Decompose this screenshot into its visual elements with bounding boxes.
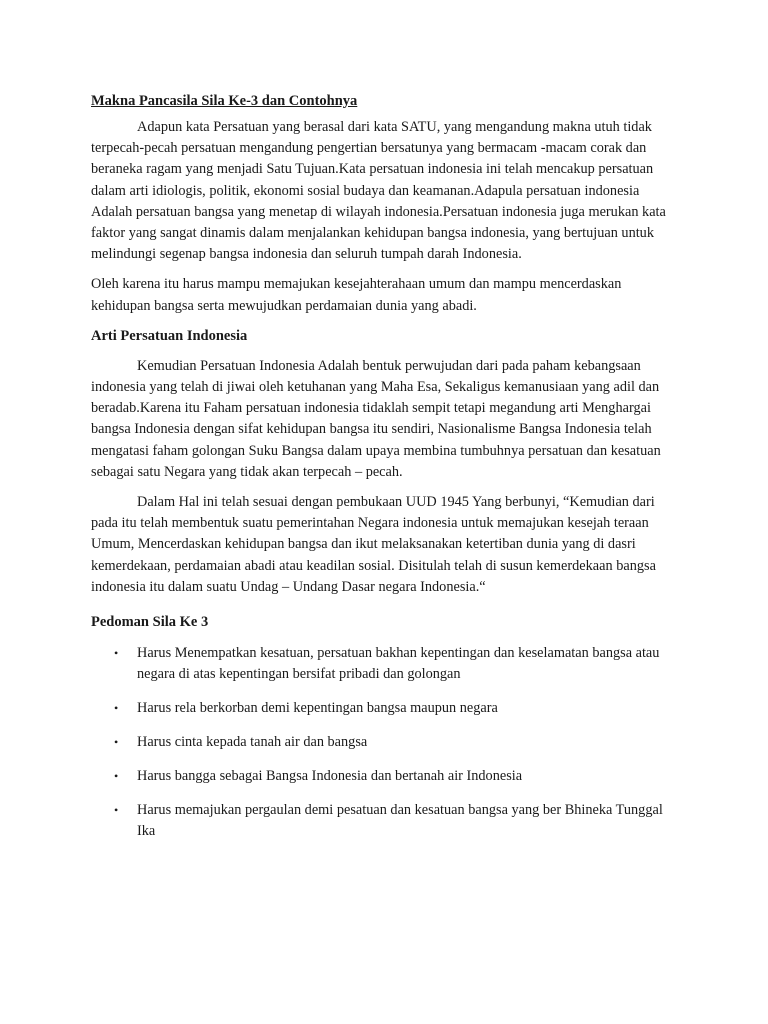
list-item bbox=[91, 732, 683, 753]
section-heading-arti-persatuan: Arti Persatuan Indonesia bbox=[91, 327, 248, 344]
bullet-icon: • bbox=[114, 701, 119, 716]
intro-paragraph-2: Oleh karena itu harus mampu memajukan kesejahterahaan umum dan mampu mencerdaskan kehidupan bangsa serta mewujudkan perdamaian dunia yang abadi. bbox=[91, 276, 622, 314]
list-item-text: Harus cinta kepada tanah air dan bangsa bbox=[137, 734, 368, 751]
bullet-icon: • bbox=[114, 803, 119, 818]
section-heading-pedoman: Pedoman Sila Ke 3 bbox=[91, 614, 209, 631]
list-item bbox=[91, 698, 683, 719]
list-item-text: Harus bangga sebagai Bangsa Indonesia dan bertanah air Indonesia bbox=[137, 768, 523, 785]
intro-paragraph-1: Adapun kata Persatuan yang berasal dari kata SATU, yang mengandung makna utuh tidak terpecah-pecah persatuan mengandung pengertian bersatunya yang bermacam -macam corak dan beraneka ragam yang menjadi Satu Tujuan.Kata persatuan indonesia ini telah mencakup persatuan dalam arti idiologis, politik, ekonomi sosial budaya dan keamanan.Adapula persatuan indonesia Adalah persatuan bangsa yang menetap di wilayah indonesia.Persatuan indonesia juga merukan kata faktor yang sangat dinamis dalam menjalankan kehidupan bangsa indonesia, yang bertujuan untuk melindungi segenap bangsa indonesia dan seluruh tumpah darah Indonesia. bbox=[91, 119, 666, 263]
pedoman-list bbox=[91, 643, 683, 842]
document-page bbox=[91, 91, 683, 855]
list-item bbox=[91, 766, 683, 787]
list-item bbox=[91, 800, 683, 842]
document-title: Makna Pancasila Sila Ke-3 dan Contohnya bbox=[91, 93, 358, 109]
section1-paragraph-2: Dalam Hal ini telah sesuai dengan pembukaan UUD 1945 Yang berbunyi, “Kemudian dari pada itu telah membentuk suatu pemerintahan Negara indonesia untuk memajukan kesejah teraan Umum, Mencerdaskan kehidupan bangsa dan ikut melaksanakan ketertiban dunia yang di dasri kemerdekaan, perdamaian abadi atau keadilan sosial. Disitulah telah di susun kemerdekaan bangsa indonesia itu dalam suatu Undag – Undang Dasar negara Indonesia.“ bbox=[91, 494, 656, 595]
list-item-text: Harus memajukan pergaulan demi pesatuan dan kesatuan bangsa yang ber Bhineka Tunggal Ika bbox=[137, 802, 663, 840]
bullet-icon: • bbox=[114, 735, 119, 750]
list-item-text: Harus Menempatkan kesatuan, persatuan bakhan kepentingan dan keselamatan bangsa atau negara di atas kepentingan bersifat pribadi dan golongan bbox=[137, 645, 660, 683]
bullet-icon: • bbox=[114, 646, 119, 661]
list-item-text: Harus rela berkorban demi kepentingan bangsa maupun negara bbox=[137, 700, 498, 717]
section1-paragraph-1: Kemudian Persatuan Indonesia Adalah bentuk perwujudan dari pada paham kebangsaan indonesia yang telah di jiwai oleh ketuhanan yang Maha Esa, Sekaligus kemanusiaan yang adil dan beradab.Karena itu Faham persatuan indonesia tidaklah sempit tetapi megandung arti Menghargai bangsa Indonesia dengan sifat kehidupan bangsa itu sendiri, Nasionalisme Bangsa Indonesia telah mengatasi faham golongan Suku Bangsa dalam upaya membina tumbuhnya persatuan dan kesatuan sebagai satu Negara yang tidak akan terpecah – pecah. bbox=[91, 357, 661, 480]
bullet-icon: • bbox=[114, 769, 119, 784]
list-item bbox=[91, 643, 683, 685]
